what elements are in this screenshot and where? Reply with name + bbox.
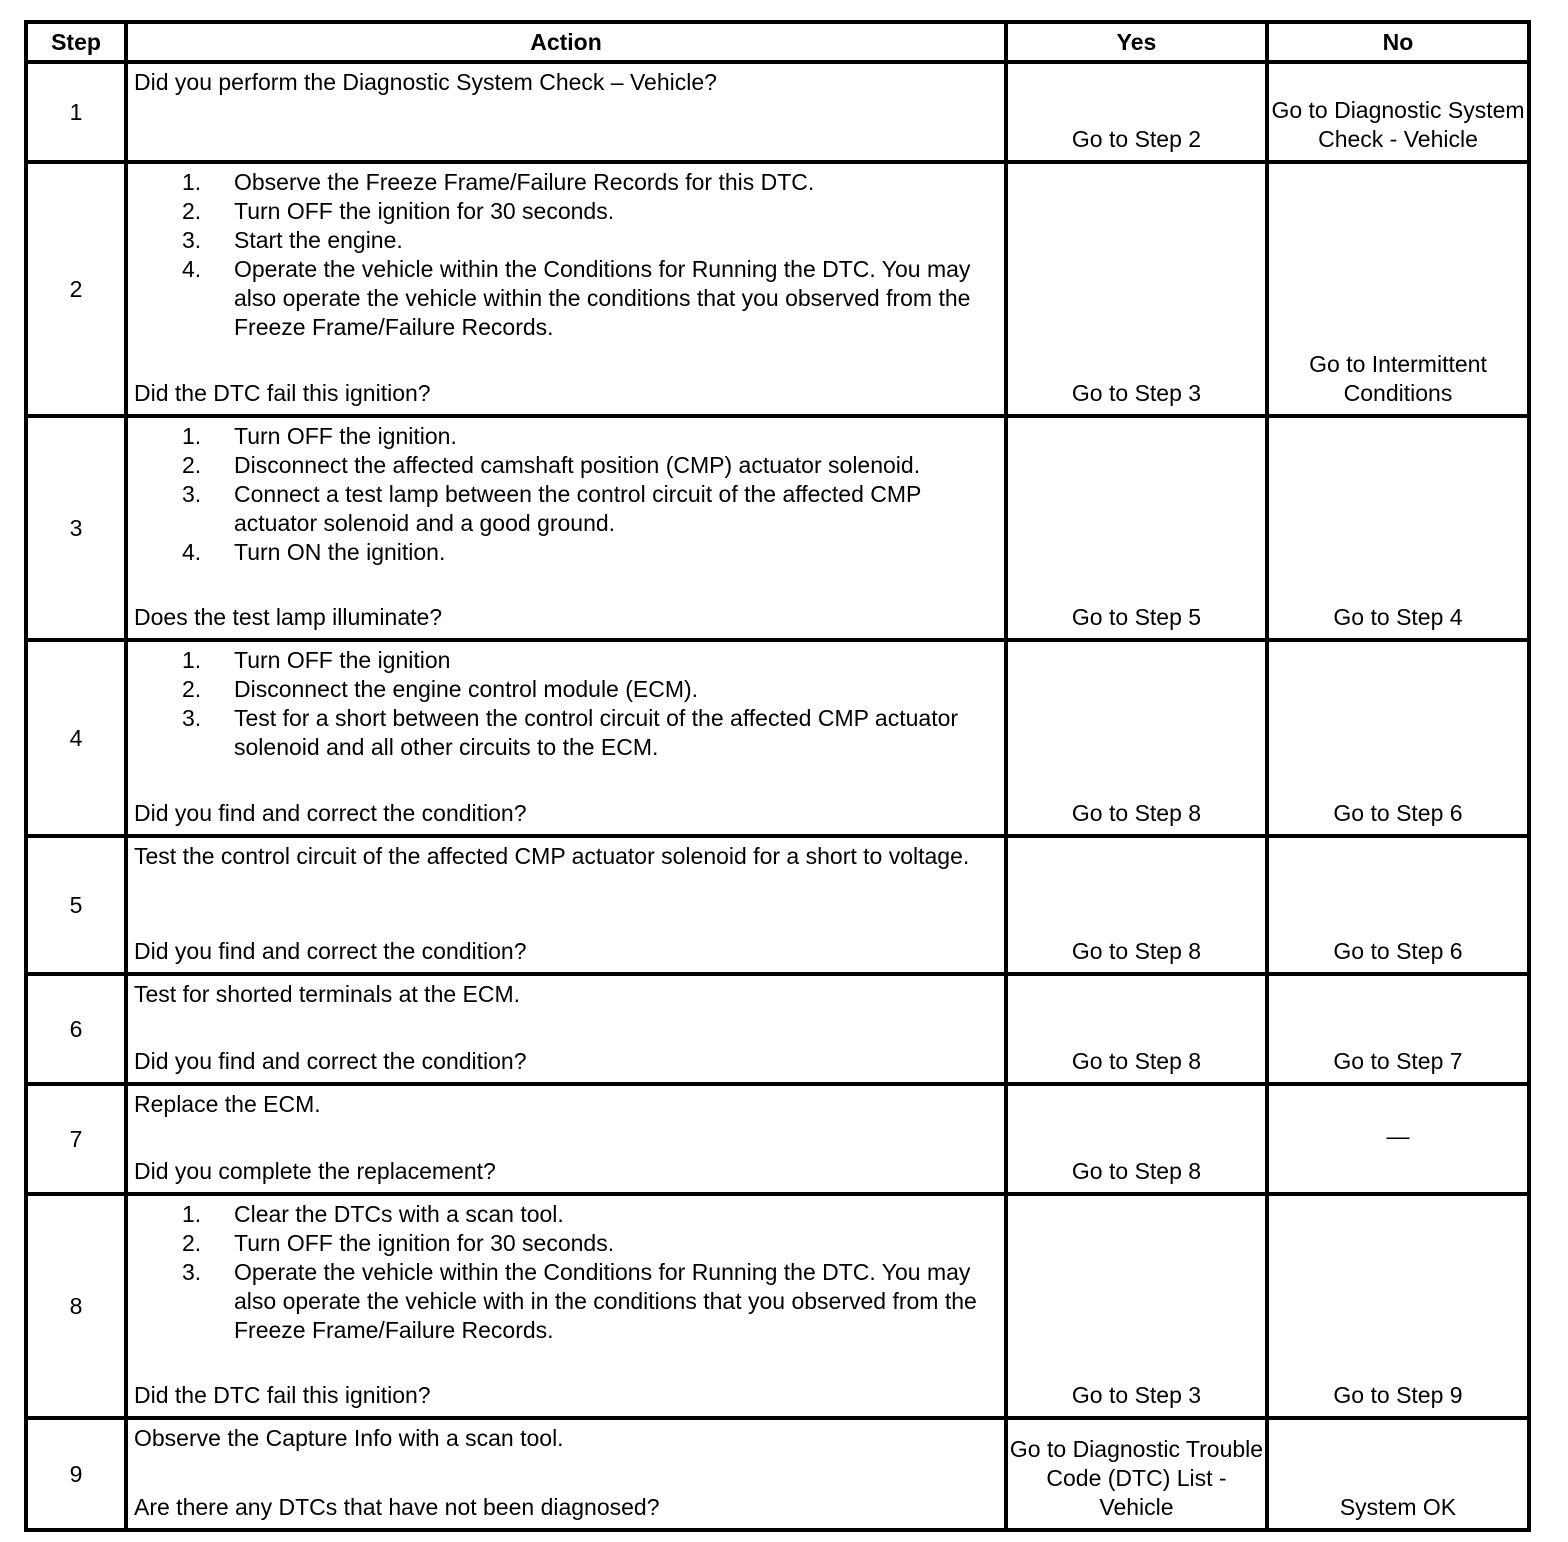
no-result: Go to Intermittent Conditions bbox=[1267, 162, 1529, 416]
table-row bbox=[26, 640, 1529, 836]
action-question: Did you find and correct the condition? bbox=[134, 1048, 527, 1074]
table-row bbox=[26, 974, 1529, 1084]
step-number: 1 bbox=[26, 62, 126, 162]
action-step-text: Disconnect the engine control module (ECM). bbox=[234, 676, 699, 702]
action-intro: Observe the Capture Info with a scan tool. bbox=[134, 1425, 564, 1451]
action-question: Does the test lamp illuminate? bbox=[134, 604, 443, 630]
yes-result: Go to Step 3 bbox=[1006, 162, 1267, 416]
action-step-item bbox=[134, 704, 998, 762]
header-yes: Yes bbox=[1006, 22, 1267, 62]
action-step-item bbox=[134, 646, 998, 675]
yes-result: Go to Step 8 bbox=[1006, 1084, 1267, 1194]
action-step-text: Operate the vehicle within the Conditions for Running the DTC. You may also operate the vehicle within the conditions that you observed from the Freeze Frame/Failure Records. bbox=[234, 256, 971, 340]
no-result: Go to Diagnostic System Check - Vehicle bbox=[1267, 62, 1529, 162]
no-result: Go to Step 4 bbox=[1267, 416, 1529, 640]
action-step-number: 2. bbox=[182, 1230, 202, 1256]
action-question: Did you find and correct the condition? bbox=[134, 938, 527, 964]
action-step-item bbox=[134, 1200, 998, 1229]
action-step-text: Turn ON the ignition. bbox=[234, 539, 446, 565]
action-cell bbox=[126, 62, 1006, 162]
action-cell bbox=[126, 416, 1006, 640]
table-body bbox=[26, 62, 1529, 1530]
action-step-item bbox=[134, 1258, 998, 1345]
action-steps-list bbox=[134, 1200, 998, 1345]
yes-result: Go to Step 8 bbox=[1006, 974, 1267, 1084]
yes-result: Go to Step 5 bbox=[1006, 416, 1267, 640]
header-step: Step bbox=[26, 22, 126, 62]
action-step-item bbox=[134, 1229, 998, 1258]
action-step-item bbox=[134, 675, 998, 704]
action-step-number: 4. bbox=[182, 539, 202, 565]
step-number: 2 bbox=[26, 162, 126, 416]
action-step-number: 1. bbox=[182, 423, 202, 449]
action-step-number: 1. bbox=[182, 647, 202, 673]
no-result: System OK bbox=[1267, 1418, 1529, 1530]
table-row bbox=[26, 1418, 1529, 1530]
header-row bbox=[26, 22, 1529, 62]
action-step-text: Turn OFF the ignition for 30 seconds. bbox=[234, 1230, 615, 1256]
action-question: Did you complete the replacement? bbox=[134, 1158, 496, 1184]
header-no: No bbox=[1267, 22, 1529, 62]
yes-result: Go to Step 2 bbox=[1006, 62, 1267, 162]
action-step-number: 3. bbox=[182, 705, 202, 731]
action-step-text: Operate the vehicle within the Conditions for Running the DTC. You may also operate the vehicle with in the conditions that you observed from the Freeze Frame/Failure Records. bbox=[234, 1259, 977, 1343]
action-cell bbox=[126, 1194, 1006, 1418]
action-step-item bbox=[134, 168, 998, 197]
step-number: 7 bbox=[26, 1084, 126, 1194]
table-row bbox=[26, 1194, 1529, 1418]
yes-result: Go to Step 8 bbox=[1006, 640, 1267, 836]
action-step-number: 4. bbox=[182, 256, 202, 282]
action-step-number: 2. bbox=[182, 452, 202, 478]
step-number: 8 bbox=[26, 1194, 126, 1418]
action-cell bbox=[126, 974, 1006, 1084]
action-question: Did you find and correct the condition? bbox=[134, 800, 527, 826]
action-step-text: Observe the Freeze Frame/Failure Records for this DTC. bbox=[234, 169, 815, 195]
step-number: 5 bbox=[26, 836, 126, 974]
action-step-number: 2. bbox=[182, 198, 202, 224]
action-step-number: 1. bbox=[182, 1201, 202, 1227]
action-step-text: Disconnect the affected camshaft position (CMP) actuator solenoid. bbox=[234, 452, 921, 478]
action-steps-list bbox=[134, 422, 998, 567]
action-step-item bbox=[134, 226, 998, 255]
action-step-text: Test for a short between the control circuit of the affected CMP actuator solenoid and all other circuits to the ECM. bbox=[234, 705, 959, 760]
action-cell bbox=[126, 162, 1006, 416]
action-step-item bbox=[134, 255, 998, 342]
yes-result: Go to Diagnostic Trouble Code (DTC) List - Vehicle bbox=[1006, 1418, 1267, 1530]
action-question: Are there any DTCs that have not been diagnosed? bbox=[134, 1494, 660, 1520]
table-row bbox=[26, 162, 1529, 416]
action-intro: Replace the ECM. bbox=[134, 1091, 321, 1117]
step-number: 9 bbox=[26, 1418, 126, 1530]
action-cell bbox=[126, 1418, 1006, 1530]
table-row bbox=[26, 416, 1529, 640]
yes-result: Go to Step 8 bbox=[1006, 836, 1267, 974]
action-step-text: Turn OFF the ignition. bbox=[234, 423, 457, 449]
action-step-number: 1. bbox=[182, 169, 202, 195]
action-step-text: Start the engine. bbox=[234, 227, 403, 253]
diagnostic-table bbox=[24, 20, 1531, 1532]
step-number: 4 bbox=[26, 640, 126, 836]
table-row bbox=[26, 836, 1529, 974]
action-intro: Did you perform the Diagnostic System Check – Vehicle? bbox=[134, 69, 717, 95]
action-intro: Test the control circuit of the affected CMP actuator solenoid for a short to voltage. bbox=[134, 843, 970, 869]
table-row bbox=[26, 1084, 1529, 1194]
action-intro: Test for shorted terminals at the ECM. bbox=[134, 981, 521, 1007]
action-step-number: 2. bbox=[182, 676, 202, 702]
no-result: Go to Step 6 bbox=[1267, 640, 1529, 836]
action-step-item bbox=[134, 538, 998, 567]
action-step-item bbox=[134, 197, 998, 226]
action-cell bbox=[126, 640, 1006, 836]
step-number: 3 bbox=[26, 416, 126, 640]
yes-result: Go to Step 3 bbox=[1006, 1194, 1267, 1418]
action-cell bbox=[126, 836, 1006, 974]
action-step-number: 3. bbox=[182, 227, 202, 253]
action-question: Did the DTC fail this ignition? bbox=[134, 1382, 431, 1408]
step-number: 6 bbox=[26, 974, 126, 1084]
action-step-number: 3. bbox=[182, 1259, 202, 1285]
action-steps-list bbox=[134, 646, 998, 762]
no-result: Go to Step 9 bbox=[1267, 1194, 1529, 1418]
no-result: Go to Step 7 bbox=[1267, 974, 1529, 1084]
action-cell bbox=[126, 1084, 1006, 1194]
action-step-text: Turn OFF the ignition bbox=[234, 647, 451, 673]
action-step-text: Connect a test lamp between the control circuit of the affected CMP actuator solenoid and a good ground. bbox=[234, 481, 921, 536]
action-step-item bbox=[134, 480, 998, 538]
action-step-number: 3. bbox=[182, 481, 202, 507]
action-step-text: Turn OFF the ignition for 30 seconds. bbox=[234, 198, 615, 224]
action-step-item bbox=[134, 422, 998, 451]
action-step-item bbox=[134, 451, 998, 480]
header-action: Action bbox=[126, 22, 1006, 62]
no-result: Go to Step 6 bbox=[1267, 836, 1529, 974]
action-steps-list bbox=[134, 168, 998, 342]
action-step-text: Clear the DTCs with a scan tool. bbox=[234, 1201, 564, 1227]
table-row bbox=[26, 62, 1529, 162]
no-result: — bbox=[1267, 1084, 1529, 1194]
action-question: Did the DTC fail this ignition? bbox=[134, 380, 431, 406]
